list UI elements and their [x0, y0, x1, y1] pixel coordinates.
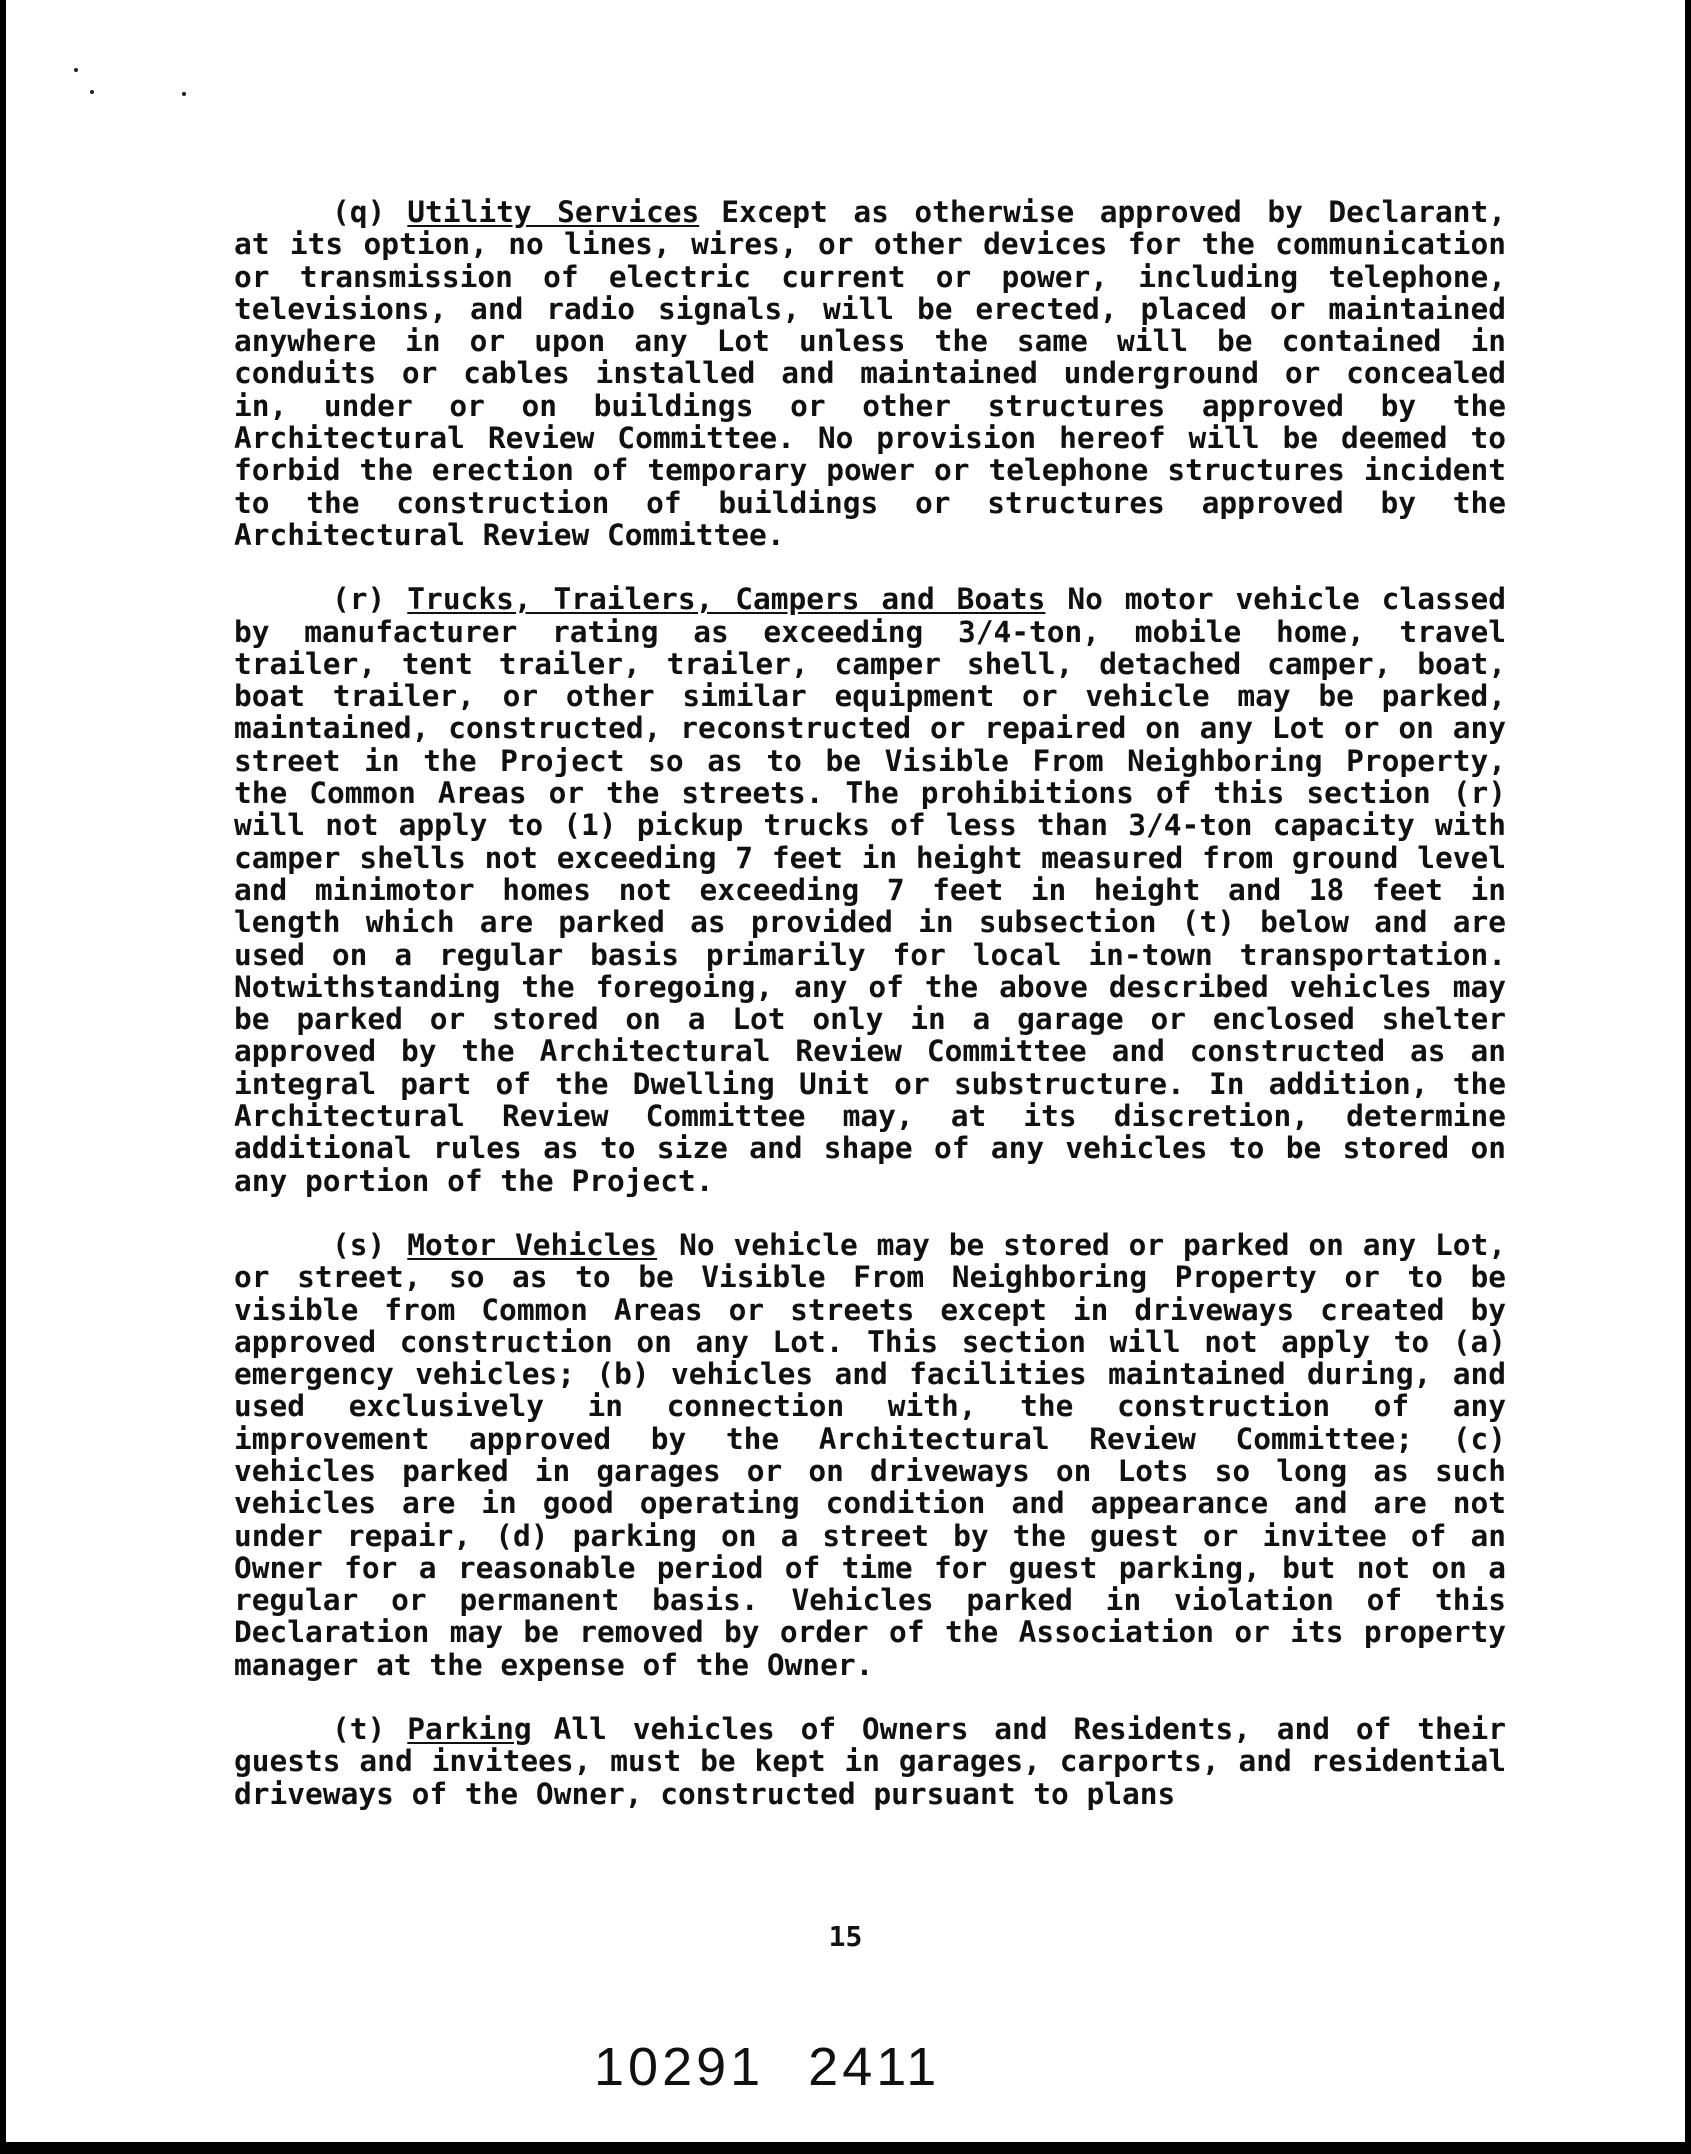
scan-speck — [182, 92, 186, 96]
section-label: (r) — [332, 582, 386, 617]
document-stamp-number — [594, 2036, 940, 2098]
section-r — [234, 583, 1506, 1197]
section-heading: Parking — [407, 1712, 532, 1747]
scan-border-right — [1685, 0, 1691, 2154]
stamp-part-1: 10291 — [594, 2037, 765, 2097]
scan-border-left — [0, 0, 6, 2154]
section-heading: Trucks, Trailers, Campers and Boats — [407, 582, 1046, 617]
stamp-part-2: 2411 — [808, 2037, 941, 2097]
section-text: All vehicles of Owners and Residents, and of their guests and invitees, must be kept in garages, carports, and residential driveways of the Owner, constructed pursuant to plans — [234, 1712, 1506, 1811]
section-t — [234, 1713, 1506, 1810]
scan-border-bottom — [0, 2142, 1691, 2154]
page-number: 15 — [828, 1920, 863, 1953]
section-q — [234, 196, 1506, 551]
section-text: No motor vehicle classed by manufacturer rating as exceeding 3/4-ton, mobile home, travel trailer, tent trailer, trailer, camper shell, detached camper, boat, boat trailer, or other similar equipment or vehicle may be parked, maintained, constructed, reconstructed or repaired on any Lot or on any street in the Project so as to be Visible From Neighboring Property, the Common Areas or the streets. The prohibitions of this section (r) will not apply to (1) pickup trucks of less than 3/4-ton capacity with camper shells not exceeding 7 feet in height measured from ground level and minimotor homes not exceeding 7 feet in height and 18 feet in length which are parked as provided in subsection (t) below and are used on a regular basis primarily for local in-town transportation. Notwithstanding the foregoing, any of the above described vehicles may be parked or stored on a Lot only in a garage or enclosed shelter approved by the Architectural Review Committee and constructed as an integral part of the Dwelling Unit or substructure. In addition, the Architectural Review Committee may, at its discretion, determine additional rules as to size and shape of any vehicles to be stored on any portion of the Project. — [234, 582, 1506, 1198]
document-body — [234, 196, 1506, 1842]
section-label: (t) — [332, 1712, 386, 1747]
section-label: (s) — [332, 1227, 386, 1262]
section-s — [234, 1229, 1506, 1681]
scan-speck — [90, 90, 94, 94]
section-text: No vehicle may be stored or parked on any Lot, or street, so as to be Visible From Neighboring Property or to be visible from Common Areas or streets except in driveways created by approved construction on any Lot. This section will not apply to (a) emergency vehicles; (b) vehicles and facilities maintained during, and used exclusively in connection with, the construction of any improvement approved by the Architectural Review Committee; (c) vehicles parked in garages or on driveways on Lots so long as such vehicles are in good operating condition and appearance and are not under repair, (d) parking on a street by the guest or invitee of an Owner for a reasonable period of time for guest parking, but not on a regular or permanent basis. Vehicles parked in violation of this Declaration may be removed by order of the Association or its property manager at the expense of the Owner. — [234, 1227, 1507, 1682]
section-heading: Utility Services — [407, 195, 700, 229]
section-text: Except as otherwise approved by Declarant, at its option, no lines, wires, or other devices for the communication or transmission of electric current or power, including telephone, televisions, and radio signals, will be erected, placed or maintained anywhere in or upon any Lot unless the same will be contained in conduits or cables installed and maintained underground or concealed in, under or on buildings or other structures approved by the Architectural Review Committee. No provision hereof will be deemed to forbid the erection of temporary power or telephone structures incident to the construction of buildings or structures approved by the Architectural Review Committee. — [234, 195, 1506, 552]
section-heading: Motor Vehicles — [407, 1227, 658, 1262]
scan-speck — [74, 68, 78, 72]
section-label: (q) — [332, 195, 386, 229]
